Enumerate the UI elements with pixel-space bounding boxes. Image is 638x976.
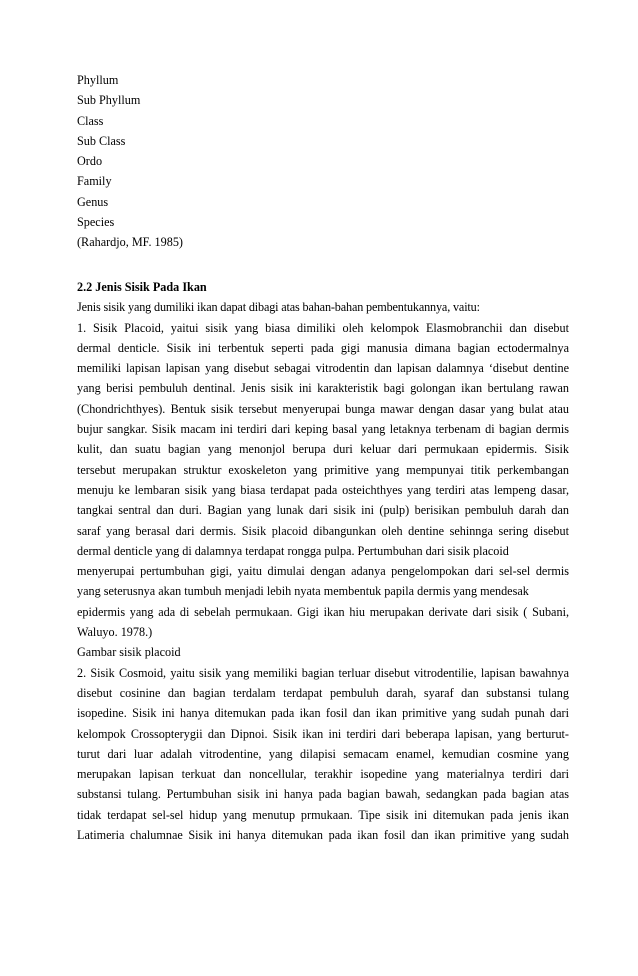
paragraph-line: dermal denticle. Sisik ini terbentuk seperti pada gigi manusia dimana bagian ectodermalnya	[77, 340, 569, 355]
taxonomy-item: Sub Class	[77, 133, 126, 148]
taxonomy-item: Phyllum	[77, 73, 119, 87]
paragraph-line: tidak terdapat sel-sel hidup yang menutup prmukaan. Tipe sisik ini ditemukan pada jenis ikan	[77, 807, 569, 822]
taxonomy-list	[77, 70, 569, 232]
paragraph-line: (Chondrichthyes). Bentuk sisik tersebut menyerupai bunga mawar dengan dasar yang bulat atau	[77, 401, 569, 416]
paragraph-line: yang berisi pembuluh dentinal. Jenis sisik ini karakteristik bagi golongan ikan bertulang rawan	[77, 381, 569, 396]
document-body	[77, 70, 569, 845]
taxonomy-item: Class	[77, 113, 104, 128]
cosmoid-paragraph	[77, 663, 569, 846]
taxonomy-item: Sub Phyllum	[77, 93, 141, 108]
paragraph-line: kulit, dan suatu bagian yang menonjol berupa duri keluar dari permukaan epidermis. Sisik	[77, 442, 569, 457]
paragraph-line: disebut cosinine dan bagian terdalam terdapat pembuluh darah, syaraf dan substansi tulang	[77, 685, 569, 700]
paragraph-line: kelompok Crossopterygii dan Dipnoi. Sisik ikan ini terdiri dari beberapa lapisan, yang berturut-	[77, 726, 569, 741]
paragraph-line: Latimeria chalumnae Sisik ini hanya ditemukan pada ikan fosil dan ikan primitive yang sudah	[77, 827, 569, 842]
intro-paragraph: Jenis sisik yang dumiliki ikan dapat dibagi atas bahan-bahan pembentukannya, vaitu:	[77, 300, 480, 315]
paragraph-line: tersebut merupakan struktur exoskeleton yang primitive yang mempunyai titik perkembangan	[77, 462, 569, 477]
paragraph-line: saraf yang berasal dari dermis. Sisik placoid dibangunkan oleh dentine sehinnga sering disebut	[77, 523, 569, 538]
paragraph-line: Waluyo. 1978.)	[77, 625, 153, 640]
paragraph-line: merupakan lapisan terkuat dan noncellular, terakhir isopedine yang materialnya terdiri dari	[77, 767, 569, 782]
paragraph-line: bujur sangkar. Sisik macam ini terdiri dari keping basal yang letaknya terbenam di bagian dermis	[77, 422, 569, 437]
paragraph-line: epidermis yang ada di sebelah permukaan. Gigi ikan hiu merupakan derivate dari sisik ( Subani,	[77, 604, 569, 619]
spacer	[77, 253, 569, 273]
paragraph-line: yang seterusnya akan tumbuh menjadi lebih nyata membentuk papila dermis yang mendesak	[77, 584, 529, 599]
taxonomy-item: Species	[77, 215, 115, 230]
paragraph-line: isopedine. Sisik ini hanya ditemukan pada ikan fosil dan ikan primitive yang sudah punah dari	[77, 706, 569, 721]
paragraph-line: 1. Sisik Placoid, yaitui sisik yang biasa dimiliki oleh kelompok Elasmobranchii dan disebut	[77, 320, 569, 335]
citation: (Rahardjo, MF. 1985)	[77, 235, 183, 250]
paragraph-line: 2. Sisik Cosmoid, yaitu sisik yang memiliki bagian terluar disebut vitrodentilie, lapisan bawahnya	[77, 665, 569, 680]
placoid-paragraph	[77, 318, 569, 643]
taxonomy-item: Family	[77, 174, 112, 189]
section-heading: 2.2 Jenis Sisik Pada Ikan	[77, 279, 207, 294]
figure-caption: Gambar sisik placoid	[77, 645, 181, 660]
paragraph-line: tangkai sentral dan duri. Bagian yang lunak dari sisik ini (pulp) berisikan pembuluh darah dan	[77, 503, 569, 518]
paragraph-line: memiliki lapisan lapisan yang disebut sebagai vitrodentin dan lapisan dalamnya ‘disebut dentine	[77, 361, 569, 376]
paragraph-line: menuju ke lembaran sisik yang biasa terdapat pada osteichthyes yang terdiri atas lempeng dasar,	[77, 482, 569, 497]
taxonomy-item: Genus	[77, 194, 109, 209]
taxonomy-item: Ordo	[77, 154, 103, 169]
paragraph-line: menyerupai pertumbuhan gigi, yaitu dimulai dengan adanya pengelompokan dari sel-sel dermis	[77, 564, 569, 579]
paragraph-line: turut dari luar adalah vitrodentine, yang dilapisi semacam enamel, kemudian cosmine yang	[77, 746, 569, 761]
paragraph-line: dermal denticle yang di dalamnya terdapat rongga pulpa. Pertumbuhan dari sisik placoid	[77, 543, 509, 558]
paragraph-line: substansi tulang. Pertumbuhan sisik ini hanya pada bagian bawah, sedangkan pada bagian atas	[77, 787, 569, 802]
